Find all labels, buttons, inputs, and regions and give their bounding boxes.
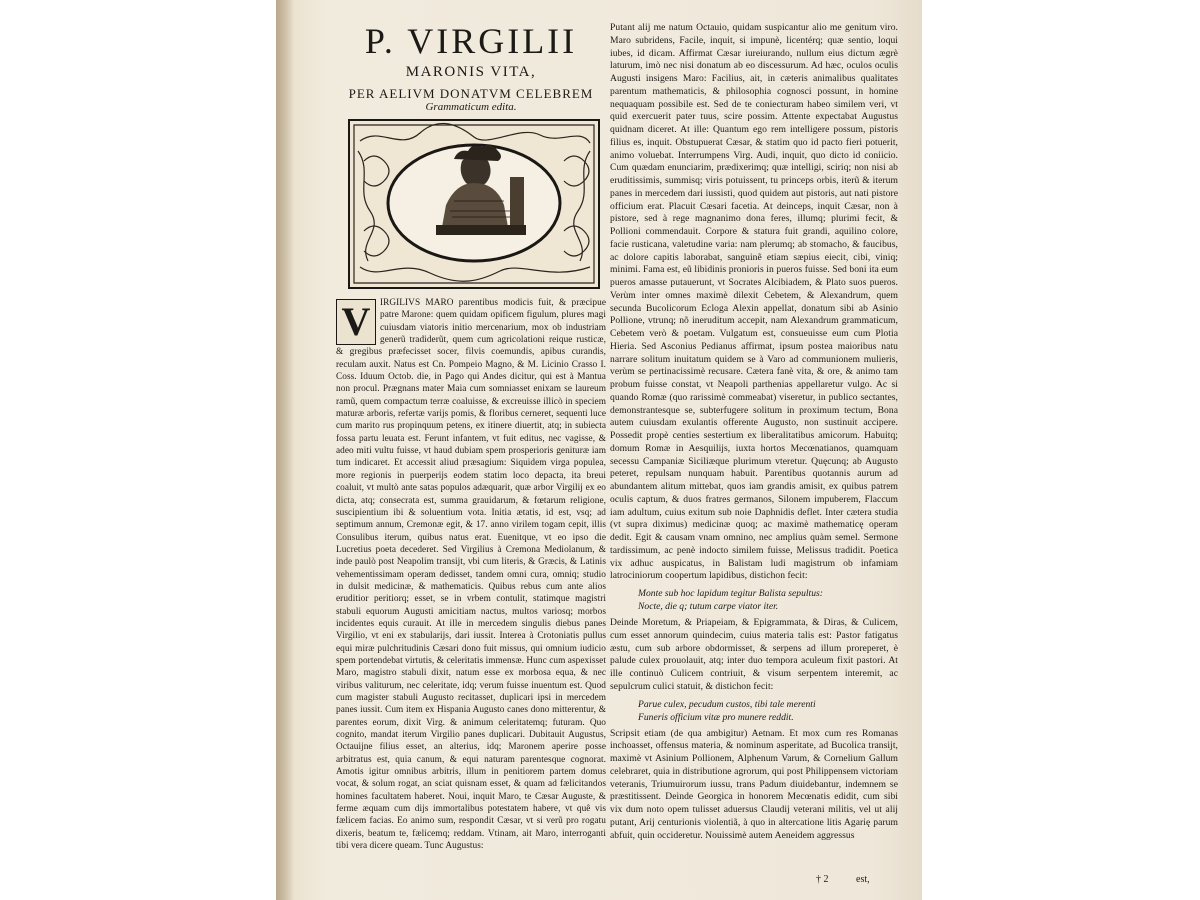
- right-column: [610, 22, 898, 842]
- body-paragraph: IRGILIVS MARO parentibus modicis fuit, & præcipue patre Marone: quem quidam opificem figulum, plures magi cuiusdam viatoris initio mercenarium, mox ob industriam generũ tradiderũt, quem cum agricolationi reique rusticæ, & gregibus præfecisset socer, filvis coemundis, apibus curandis, reculam auxit. Natus est Cn. Pompeio Magno, & M. Licinio Crasso I. Coss. Iduum Octob. die, in Pago qui Andes dicitur, qui est à Mantua non procul. Prægnans mater Maia cum somniasset enixam se laureum ramũ, quem compactum terræ coaluisse, & excreuisse illicò in speciem maturæ arboris, refertæ varijs pomis, & floribus cerneret, sequenti luce cum marito rus propinquum petens, ex itinere diuertit, atq; in subiecta fossa partu leuata est. Ferunt infantem, vt fuit editus, nec vagisse, & adeo miti vultu fuisse, vt haud dubiam spem prosperioris genituræ iam tum indicaret. Et accessit aliud præsagium: Siquidem virga populea, more regionis in puerperijs eodem statim loco depacta, ita breui coaluit, vt multò ante satas populos adæquarit, quæ arbor Virgilij ex eo dicta, atq; consecrata est, summa grauidarum, & fœtarum religione, suscipientium ibi & soluentium vota. Initia ætatis, id est, vsq; ad septimum annum, Cremonæ egit, & 17. anno virilem togam cepit, illis Consulibus iterum, quibus natus erat. Euenitque, vt eo ipso die Lucretius poeta decederet. Sed Virgilius à Cremona Mediolanum, & inde paulò post Neapolim transijt, vbi cum literis, & Græcis, & Latinis vehementissimam operam dedisset, tandem omni cura, omniq; studio in dulsit medicinæ, & mathematicis. Quibus rebus cum ante alios eruditior peritiorq; esset, se in vrbem contulit, statimque magistri stabuli equorum Augusti amicitiam nactus, multos variosq; morbos incidentes equis curauit. At ille in mercedem singulis diebus panes Virgilio, vt eni ex stabularijs, dari iussit. Interea à Crotoniatis pullus equi miræ pulchritudinis Cæsari dono fuit missus, qui omnium iudicio spem portendebat virtutis, & celeritatis immensæ. Hunc cum aspexisset Maro, magistro stabuli dixit, natum esse ex morbosa equa, & nec viribus valiturum, nec celeritate, idq; verum fuisse inuentum est. Quod cum magister stabuli Augusto recitasset, duplicari ipsi in mercedem panes iussit. Cum item ex Hispania Augusto canes dono mitterentur, & parentes eorum, dixit Virg. & animum celeritatemq; futuram. Quo cognito, mandat iterum Virgilio panes duplicari. Dubitauit Augustus, Octauijne filius esset, an alterius, idq; Maronem aperire posse arbitratus est, quia canum, & equi naturam parentesque cognorat. Amotis igitur omnibus arbitris, illum in penitiorem partem domus vocat, & solum rogat, an sciat quisnam esset, & quam ad fælicitandos homines facultatem haberet. Noui, inquit Maro, te Cæsar Auguste, & ferme æquam cum dijs immortalibus potestatem habere, vt quê vis fælicem facias. Eo animo sum, respondit Cæsar, vt si verũ pro rogatu dixeris, beatum te, fælicemq; reddam. Vtinam, ait Maro, interroganti tibi vera dicere queam. Tunc Augustus:: [336, 298, 606, 852]
- page-subtitle: MARONIS VITA,: [405, 64, 537, 80]
- author-line: PER AELIVM DONATVM CELEBREM: [348, 86, 594, 101]
- verse-epitaph-balista: [638, 587, 898, 613]
- opening-paragraph-block: [336, 297, 606, 852]
- page-title: P. VIRGILII: [364, 21, 578, 61]
- body-paragraph: Putant alij me natum Octauio, quidam suspicantur alio me genitum viro. Maro subridens, Facile, inquit, si impunè, licentérq; quæ sentio, loqui iubes, id dicam. Affirmat Cæsar iureiurando, nullum eius dictum ægrè laturum, imò nec nisi donatum ab eo discessurum. Ad hæc, oculos oculis Augusti insigens Maro: Facilius, ait, in cæteris animalibus qualitates parentum mathematicis, & philosophia cognosci possunt, in homine nequaquam possibile est. Sed de te coniecturam habeo similem veri, vt quid exercuerit pater tuus, scire possim. Attente expectabat Augustus quidnam diceret. At ille: Quantum ego rem intelligere possum, pistoris filius es, inquit. Obstupuerat Cæsar, & statim quo id pacto fieri potuerit, animo voluebat. Interrumpens Virg. Audi, inquit, quo dicto id coniicio. Cum quædam enunciarim, prædixerimq; quæ intelligi, sciriq; non nisi ab eruditissimis, summisq; viris potuissent, tu princeps orbis, iterũ & iterum panes in mercedem dari iussisti, quod quidem aut pistoris, aut nati pistore officium erat. Placuit Cæsari facetia. At deinceps, inquit Cæsar, non à pistore, sed à rege magnanimo dona feres, illumq; plurimi fecit, & Pollioni commendauit. Corpore & statura fuit grandi, aquilino colore, facie rusticana, valetudine varia: nam plerumq; ab stomacho, & faucibus, ac dolore capitis laborabat, sanguinẽ etiam sæpius eiecit, cibi, viniq; minimi. Fama est, eũ libidinis pronioris in pueros fuisse. Sed boni ita eum pueros amasse putauerunt, vt Socrates Alcibiadem, & Plato suos pueros. Verùm inter omnes maximè dilexit Cebetem, & Alexandrum, quem secunda Bucolicorum Ecloga Alexin appellat, donatum sibi ab Asinio Pollione, vtrunq; nõ ineruditum accepit, nam Alexandrum grammaticum, Cebetem verò & poetam. Vulgatum est, consueuisse eum cum Plotia Hieria. Sed Asconius Pedianus affirmat, ipsum postea maioribus natu narrare solitum inuitatum quidem se à Varo ad communionem mulieris, verùm se pertinacissimè recusare. Cætera fanè vita, & ore, & animo tam probum fuisse constat, vt Neapoli parthenias appellaretur vulgo. Ac si quando Romæ (quo rarissimè commeabat) viseretur, in publico sectantes, demonstrantesque se, subterfugere solitum in proximum tectum, Bona autem cuiusdam exulantis offerente Augusto, non sustinuit accipere. Possedit propè centies sestertium ex liberalitatibus amicorum. Habuitq; domum Romæ in Aesquilijs, iuxta hortos Mecœnatianos, quamquam secessu Campaniæ Siciliæque plurimum vteretur. Quęcunq; ab Augusto peteret, repulsam nunquam habuit. Parentibus quotannis aurum ad abundantem alitum mittebat, quos iam grandis amisit, ex quibus patrem oculis captum, & duos fratres germanos, Silonem impuberem, Flaccum iam adultum, cuius exitum sub noie Daphnidis deflet. Inter cætera studia (vt supra diximus) medicinæ quoq; ac maximè mathematicę operam dedit. Egit & causam vnam omnino, nec amplius quàm semel. Sermone tardissimum, ac penè indocto similem fuisse, Melissus tradidit. Poetica vix adhuc auspicatus, in Balistam ludi magistrum ob infamiam latrociniorum coopertum lapidibus, distichon fecit:: [610, 22, 898, 582]
- verse-line: Parue culex, pecudum custos, tibi tale merenti: [638, 698, 816, 710]
- left-column: [336, 22, 606, 852]
- book-page: [276, 0, 922, 900]
- edit-line: Grammaticum edita.: [425, 101, 517, 113]
- body-paragraph: Scripsit etiam (de qua ambigitur) Aetnam. Et mox cum res Romanas inchoasset, offensus materia, & nominum asperitate, ad Bucolica transijt, maximè vt Asinium Pollionem, Alphenum Varum, & Cornelium Gallum celebraret, quia in distributione agrorum, qui post Philippensem victoriam veteranis, Triumuirorum iussu, trans Padum diuidebantur, indemnem se præstitissent. Deinde Georgica in honorem Mecœnatis edidit, cum sibi vix dum noto opem tulisset aduersus Claudij veterani militis, vel ut alij putant, Arij centurionis violentiã, à quo in altercatione litis Agarię parum abfuit, quin occideretur. Nouissimè autem Aeneidem aggressus: [610, 727, 898, 841]
- signature-mark: † 2: [816, 874, 829, 885]
- verse-line: Monte sub hoc lapidum tegitur Balista sepultus:: [638, 588, 823, 599]
- portrait-woodcut-icon: [348, 119, 600, 289]
- page-gutter-shadow: [276, 0, 294, 900]
- verse-line: Funeris officium vitæ pro munere reddit.: [638, 711, 794, 723]
- verse-epitaph-culex: [638, 698, 898, 724]
- body-paragraph: Deinde Moretum, & Priapeiam, & Epigrammata, & Diras, & Culicem, cum esset annorum quindecim, cuius materia talis est: Pastor fatigatus æstu, cum sub arbore obdormisset, & serpens ad illum proreperet, è palude culex prouolauit, atq; inter duo tempora aculeum fixit pastori. At ille continuò Culicem contriuit, & visum serpentem interemit, ac sepulcrum culici statuit, & distichon fecit:: [610, 617, 898, 692]
- verse-line: Nocte, die q; tutum carpe viator iter.: [638, 601, 779, 612]
- drop-cap-initial: V: [336, 299, 376, 345]
- catchword: est,: [856, 874, 870, 885]
